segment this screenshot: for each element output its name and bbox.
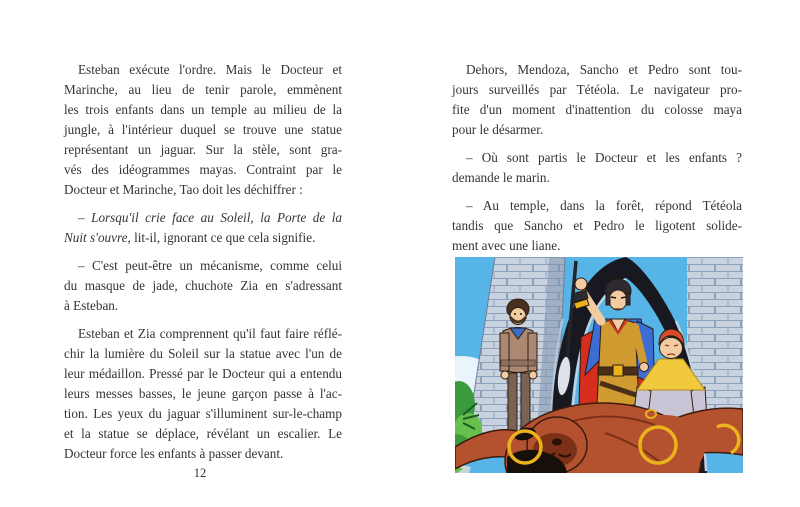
text-line: Docteur force les enfants à passer devant. xyxy=(64,446,284,461)
story-illustration xyxy=(455,257,743,473)
paragraph xyxy=(64,60,342,200)
text-line: à Esteban. xyxy=(64,298,119,313)
text-line: Esteban exécute l'ordre. Mais le Docteur et xyxy=(78,62,342,77)
text-line: – Où sont partis le Docteur et les enfants ? xyxy=(466,150,742,165)
text-line: représentant un jaguar. Sur la stèle, sont gra- xyxy=(64,142,342,157)
text-line: Marinche, au lieu de tenir parole, emmènent xyxy=(64,82,342,97)
text-line: chir la lumière du Soleil sur la statue avec l'un de xyxy=(64,346,342,361)
text-line: et la statue se déplace, révélant un escalier. Le xyxy=(64,426,342,441)
text-line: Dehors, Mendoza, Sancho et Pedro sont tou- xyxy=(466,62,742,77)
page-number: 12 xyxy=(193,466,207,480)
text-line: – Au temple, dans la forêt, répond Tétéola xyxy=(466,198,742,213)
text-line: – C'est peut-être un mécanisme, comme celui xyxy=(78,258,342,273)
paragraph xyxy=(64,208,342,248)
text-line: vés des idéogrammes mayas. Contraint par le xyxy=(64,162,342,177)
right-page-text xyxy=(452,60,742,256)
text-line: jours surveillés par Tétéola. Le navigateur pro- xyxy=(452,82,742,97)
text-line: Esteban et Zia comprennent qu'il faut faire réflé- xyxy=(78,326,342,341)
text-line: pour le désarmer. xyxy=(452,122,544,137)
left-page-text xyxy=(64,60,342,464)
text-line: leur médaillon. Pressé par le Docteur qui a entendu xyxy=(64,366,342,381)
right-page xyxy=(400,0,800,507)
text-line: ment avec une liane. xyxy=(452,238,561,253)
text-line: Docteur et Marinche, Tao doit les déchiffrer : xyxy=(64,182,303,197)
paragraph xyxy=(452,148,742,188)
text-line: tandis que Sancho et Pedro le ligotent solide- xyxy=(452,218,742,233)
text-line: fite d'un moment d'inattention du colosse maya xyxy=(452,102,742,117)
paragraph xyxy=(452,196,742,256)
paragraph xyxy=(452,60,742,140)
text-line: jungle, à l'intérieur duquel se trouve une statue xyxy=(64,122,342,137)
text-line: demande le marin. xyxy=(452,170,550,185)
text-line: les trois enfants dans un temple au milieu de la xyxy=(64,102,342,117)
text-line: du masque de jade, chuchote Zia en s'adressant xyxy=(64,278,342,293)
text-line: Nuit s'ouvre, lit-il, ignorant ce que cela signifie. xyxy=(64,230,316,245)
text-line: – Lorsqu'il crie face au Soleil, la Porte de la xyxy=(78,210,342,225)
paragraph xyxy=(64,324,342,464)
paragraph xyxy=(64,256,342,316)
text-line: tion. Les yeux du jaguar s'illuminent sur-le-champ xyxy=(64,406,342,421)
text-line: leurs messes basses, le jeune garçon passe à l'ac- xyxy=(64,386,342,401)
